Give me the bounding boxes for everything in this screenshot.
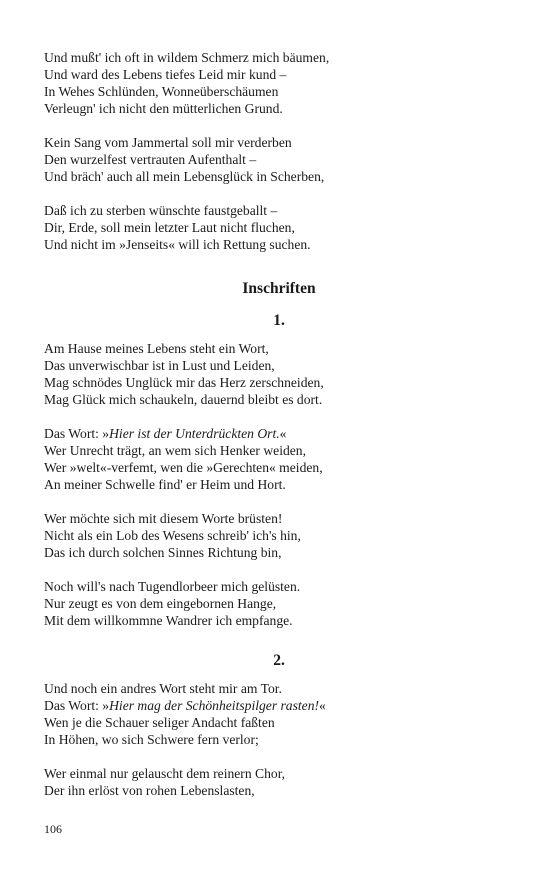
verse-line: Wer möchte sich mit diesem Worte brüsten! [44, 511, 283, 526]
verse-line: Das ich durch solchen Sinnes Richtung bin, [44, 545, 282, 560]
verse-line: In Höhen, wo sich Schwere fern verlor; [44, 732, 259, 747]
stanza [44, 680, 514, 748]
verse-line: An meiner Schwelle find' er Heim und Hort. [44, 477, 286, 492]
stanza [44, 134, 514, 185]
poem-number: 1. [273, 312, 285, 329]
verse-line: Dir, Erde, soll mein letzter Laut nicht fluchen, [44, 220, 295, 235]
quote-suffix: « [319, 698, 326, 713]
verse-line: Kein Sang vom Jammertal soll mir verderben [44, 135, 292, 150]
stanza-gap [44, 117, 514, 134]
verse-line: Wen je die Schauer seliger Andacht faßten [44, 715, 275, 730]
verse-line: Und ward des Lebens tiefes Leid mir kund – [44, 67, 287, 82]
verse-line: Der ihn erlöst von rohen Lebenslasten, [44, 783, 255, 798]
stanza [44, 510, 514, 561]
stanza-gap [44, 185, 514, 202]
verse-line: Mag schnödes Unglück mir das Herz zerschneiden, [44, 375, 324, 390]
verse-line: Noch will's nach Tugendlorbeer mich gelüsten. [44, 579, 301, 594]
verse-line: In Wehes Schlünden, Wonneüberschäumen [44, 84, 279, 99]
quote-suffix: « [279, 426, 287, 441]
stanza-gap [44, 408, 514, 425]
quote-prefix: Das Wort: » [44, 426, 110, 441]
stanza [44, 202, 514, 253]
verse-line: Am Hause meines Lebens steht ein Wort, [44, 341, 269, 356]
verse-line: Nur zeugt es von dem eingebornen Hange, [44, 596, 277, 611]
verse-line: Mag Glück mich schaukeln, dauernd bleibt es dort. [44, 392, 323, 407]
verse-line: Wer einmal nur gelauscht dem reinern Chor, [44, 766, 286, 781]
verse-line: Daß ich zu sterben wünschte faustgeballt – [44, 203, 278, 218]
italic-quote: Hier mag der Schönheitspilger rasten! [109, 698, 320, 713]
verse-line: Wer »welt«-verfemt, wen die »Gerechten« meiden, [44, 460, 323, 475]
verse-line: Nicht als ein Lob des Wesens schreib' ich's hin, [44, 528, 301, 543]
poem-page [44, 49, 514, 799]
verse-line [44, 425, 514, 442]
stanza [44, 425, 514, 493]
stanza-gap [44, 493, 514, 510]
italic-quote: Hier ist der Unterdrückten Ort. [109, 426, 280, 441]
stanza [44, 578, 514, 629]
section-title: Inschriften [242, 280, 316, 297]
page-number: 106 [44, 822, 62, 836]
verse-line: Mit dem willkommne Wandrer ich empfange. [44, 613, 293, 628]
verse-line: Und mußt' ich oft in wildem Schmerz mich bäumen, [44, 50, 330, 65]
verse-line: Und bräch' auch all mein Lebensglück in Scherben, [44, 169, 325, 184]
quote-prefix: Das Wort: » [44, 698, 110, 713]
verse-line: Und noch ein andres Wort steht mir am Tor. [44, 681, 282, 696]
verse-line: Verleugn' ich nicht den mütterlichen Grund. [44, 101, 283, 116]
stanza [44, 765, 514, 799]
verse-line: Und nicht im »Jenseits« will ich Rettung suchen. [44, 237, 311, 252]
stanza [44, 49, 514, 117]
verse-line: Das unverwischbar ist in Lust und Leiden, [44, 358, 275, 373]
verse-line [44, 697, 514, 714]
poem-number: 2. [273, 652, 285, 669]
stanza-gap [44, 561, 514, 578]
verse-line: Den wurzelfest vertrauten Aufenthalt – [44, 152, 257, 167]
stanza [44, 340, 514, 408]
verse-line: Wer Unrecht trägt, an wem sich Henker weiden, [44, 443, 306, 458]
stanza-gap [44, 748, 514, 765]
